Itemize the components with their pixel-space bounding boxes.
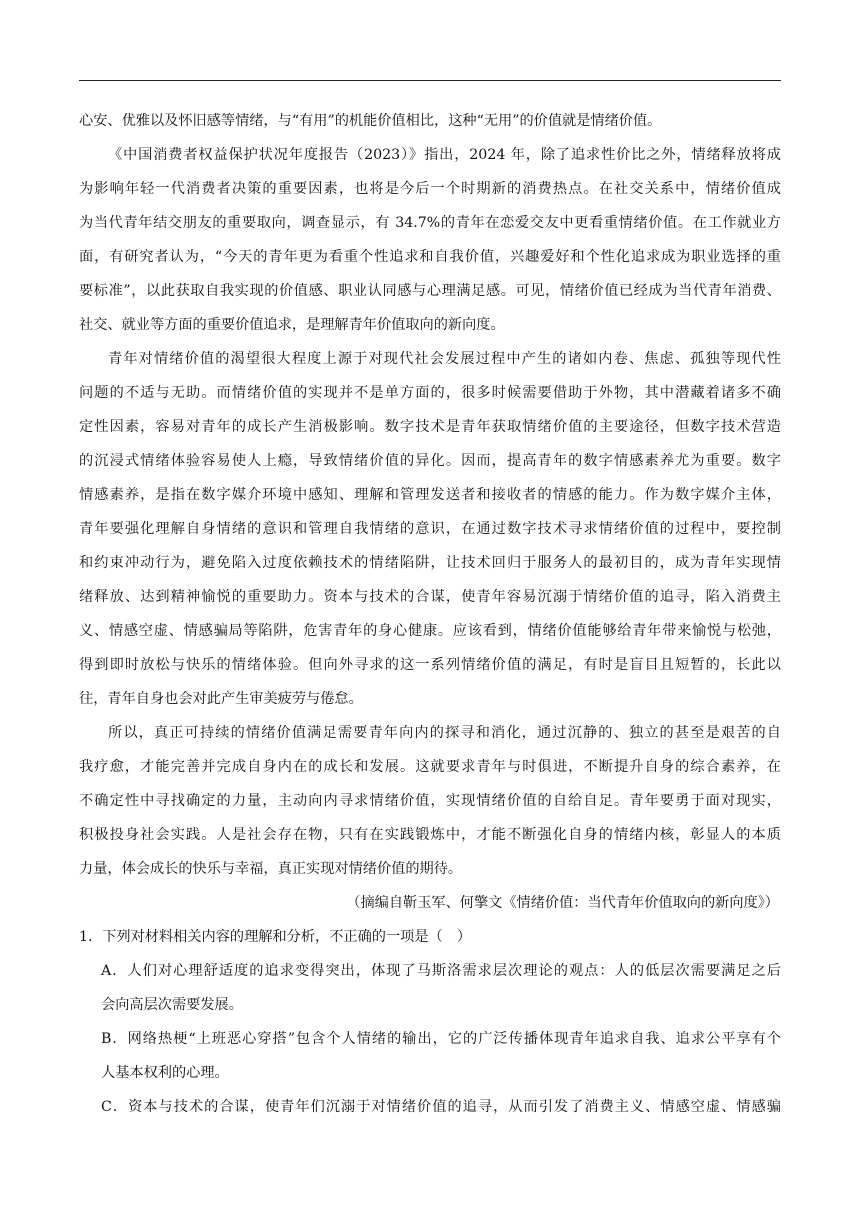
text-line: 义、情感空虚、情感骗局等陷阱，危害青年的身心健康。应该看到，情绪价值能够给青年带来愉悦与松弛， [79, 623, 781, 639]
text-line: 青年要强化理解自身情绪的意识和管理自我情绪的意识，在通过数字技术寻求情绪价值的过程中，要控制 [79, 521, 781, 537]
header-rule [79, 80, 781, 81]
text-line: 情感素养，是指在数字媒介环境中感知、理解和管理发送者和接收者的情感的能力。作为数字媒介主体， [79, 487, 781, 503]
text-line: 积极投身社会实践。人是社会存在物，只有在实践锻炼中，才能不断强化自身的情绪内核，彰显人的本质 [79, 827, 781, 843]
text-line: 为影响年轻一代消费者决策的重要因素，也将是今后一个时期新的消费热点。在社交关系中，情绪价值成 [79, 181, 781, 197]
text-line: 《中国消费者权益保护状况年度报告（2023）》指出，2024 年，除了追求性价比之外，情绪释放将成 [108, 147, 781, 163]
text-line: 的沉浸式情绪体验容易使人上瘾，导致情绪价值的异化。因而，提高青年的数字情感素养尤为重要。数字 [79, 453, 781, 469]
text-line: 社交、就业等方面的重要价值追求，是理解青年价值取向的新向度。 [79, 317, 505, 333]
paragraph-3 [79, 716, 781, 886]
text-line: 不确定性中寻找确定的力量，主动向内寻求情绪价值，实现情绪价值的自给自足。青年要勇于面对现实， [79, 793, 781, 809]
option-text-line: 人基本权利的心理。 [101, 1065, 229, 1081]
text-line: 得到即时放松与快乐的情绪体验。但向外寻求的这一系列情绪价值的满足，有时是盲目且短暂的，长此以 [79, 657, 781, 673]
paragraph-2 [79, 342, 781, 716]
question-1 [79, 920, 781, 1124]
text-line: 定性因素，容易对青年的成长产生消极影响。数字技术是青年获取情绪价值的主要途径，但数字技术营造 [79, 419, 781, 435]
option-text-line: A．人们对心理舒适度的追求变得突出，体现了马斯洛需求层次理论的观点：人的低层次需要满足之后 [101, 963, 781, 979]
option-text-line: B．网络热梗“上班恶心穿搭”包含个人情绪的输出，它的广泛传播体现青年追求自我、追求公平享有个 [101, 1031, 781, 1047]
paragraph-1 [79, 138, 781, 342]
text-line: 问题的不适与无助。而情绪价值的实现并不是单方面的，很多时候需要借助于外物，其中潜藏着诸多不确 [79, 385, 781, 401]
text-line: 为当代青年结交朋友的重要取向，调查显示，有 34.7%的青年在恋爱交友中更看重情绪价值。在工作就业方 [79, 215, 781, 231]
text-line: 面，有研究者认为，“今天的青年更为看重个性追求和自我价值，兴趣爱好和个性化追求成为职业选择的重 [79, 249, 781, 265]
option-a [79, 954, 781, 1022]
source-citation: （摘编自靳玉军、何擎文《情绪价值：当代青年价值取向的新向度》） [346, 895, 779, 911]
option-text-line: C．资本与技术的合谋，使青年们沉溺于对情绪价值的追寻，从而引发了消费主义、情感空虚、情感骗 [101, 1099, 781, 1115]
text-line: 往，青年自身也会对此产生审美疲劳与倦怠。 [79, 691, 363, 707]
text-line: 要标准”，以此获取自我实现的价值感、职业认同感与心理满足感。可见，情绪价值已经成为当代青年消费、 [79, 283, 781, 299]
text-line: 心安、优雅以及怀旧感等情绪，与“有用”的机能价值相比，这种“无用”的价值就是情绪价值。 [79, 113, 662, 129]
option-c [79, 1090, 781, 1124]
text-line: 所以，真正可持续的情绪价值满足需要青年向内的探寻和消化，通过沉静的、独立的甚至是艰苦的自 [108, 725, 781, 741]
option-text-line: 会向高层次需要发展。 [101, 997, 243, 1013]
document-body [79, 104, 781, 1124]
text-line: 青年对情绪价值的渴望很大程度上源于对现代社会发展过程中产生的诸如内卷、焦虑、孤独等现代性 [108, 351, 781, 367]
question-stem: 1．下列对材料相关内容的理解和分析，不正确的一项是（ ） [79, 929, 472, 945]
text-line: 力量，体会成长的快乐与幸福，真正实现对情绪价值的期待。 [79, 861, 463, 877]
option-b [79, 1022, 781, 1090]
text-line: 绪释放、达到精神愉悦的重要助力。资本与技术的合谋，使青年容易沉溺于情绪价值的追寻，陷入消费主 [79, 589, 781, 605]
text-line: 我疗愈，才能完善并完成自身内在的成长和发展。这就要求青年与时俱进，不断提升自身的综合素养，在 [79, 759, 781, 775]
text-line: 和约束冲动行为，避免陷入过度依赖技术的情绪陷阱，让技术回归于服务人的最初目的，成为青年实现情 [79, 555, 781, 571]
paragraph-0 [79, 104, 781, 138]
